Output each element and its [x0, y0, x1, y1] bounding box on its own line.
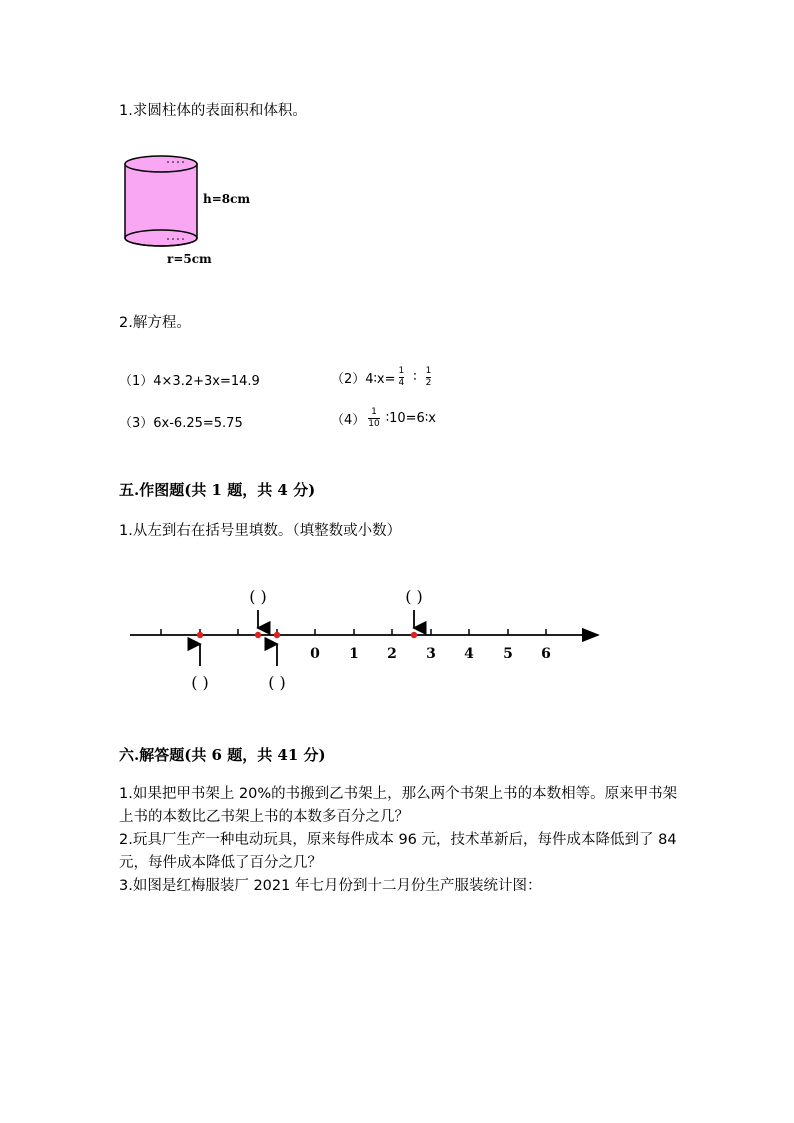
cylinder-top	[125, 156, 197, 172]
fraction-one-half	[426, 366, 432, 389]
blank-top-right: ( )	[405, 587, 423, 606]
equation-2-prefix: （2）4∶x=	[331, 372, 396, 387]
fraction-numerator: 1	[371, 407, 377, 417]
tick-label-5: 5	[503, 646, 513, 662]
question-2-title: 2.解方程。	[119, 315, 191, 331]
blank-bottom-right: ( )	[268, 673, 286, 692]
section-5-heading: 五.作图题(共 1 题，共 4 分)	[119, 481, 316, 499]
ratio-colon: ∶	[413, 370, 417, 385]
cylinder-body	[125, 164, 197, 246]
point-b	[255, 632, 261, 638]
tick-label-0: 0	[310, 646, 320, 662]
point-c	[274, 632, 280, 638]
fraction-numerator: 1	[398, 366, 405, 376]
point-d	[411, 632, 417, 638]
equation-2	[331, 366, 434, 389]
tick-marks	[161, 629, 546, 635]
question-1-title: 1.求圆柱体的表面积和体积。	[119, 103, 307, 119]
section-6-question-1: 1.如果把甲书架上 20%的书搬到乙书架上，那么两个书架上书的本数相等。原来甲书架上书的本数比乙书架上书的本数多百分之几？	[119, 786, 678, 825]
tick-label-4: 4	[464, 646, 474, 662]
fraction-denominator: 2	[425, 378, 432, 388]
height-label: h=8cm	[203, 192, 251, 206]
equation-4	[331, 407, 436, 430]
down-arrows	[258, 610, 414, 628]
point-a	[197, 632, 203, 638]
fraction-denominator: 10	[368, 419, 380, 429]
fraction-one-quarter	[399, 366, 405, 389]
section-6-heading: 六.解答题(共 6 题，共 41 分)	[119, 746, 326, 764]
tick-label-3: 3	[426, 646, 436, 662]
section-6-question-3: 3.如图是红梅服装厂 2021 年七月份到十二月份生产服装统计图：	[119, 878, 542, 894]
tick-label-1: 1	[349, 646, 359, 662]
fraction-denominator: 4	[398, 378, 405, 388]
tick-label-6: 6	[541, 646, 551, 662]
blank-top-left: ( )	[249, 587, 267, 606]
section-5-question-1: 1.从左到右在括号里填数。（填整数或小数）	[119, 523, 402, 539]
fraction-one-tenth	[368, 407, 379, 430]
radius-label: r=5cm	[167, 252, 212, 266]
blank-bottom-left: ( )	[191, 673, 209, 692]
section-6-question-2: 2.玩具厂生产一种电动玩具，原来每件成本 96 元，技术革新后，每件成本降低到了 84 元，每件成本降低了百分之几？	[119, 832, 677, 871]
fraction-numerator: 1	[425, 366, 432, 376]
equation-4-suffix: ∶10=6∶x	[385, 411, 436, 426]
equation-3: （3）6x-6.25=5.75	[119, 416, 243, 431]
up-arrows	[200, 644, 277, 666]
equation-4-prefix: （4）	[331, 413, 366, 428]
tick-label-2: 2	[387, 646, 397, 662]
number-line-diagram	[120, 580, 610, 700]
equation-1: （1）4×3.2+3x=14.9	[119, 374, 260, 389]
